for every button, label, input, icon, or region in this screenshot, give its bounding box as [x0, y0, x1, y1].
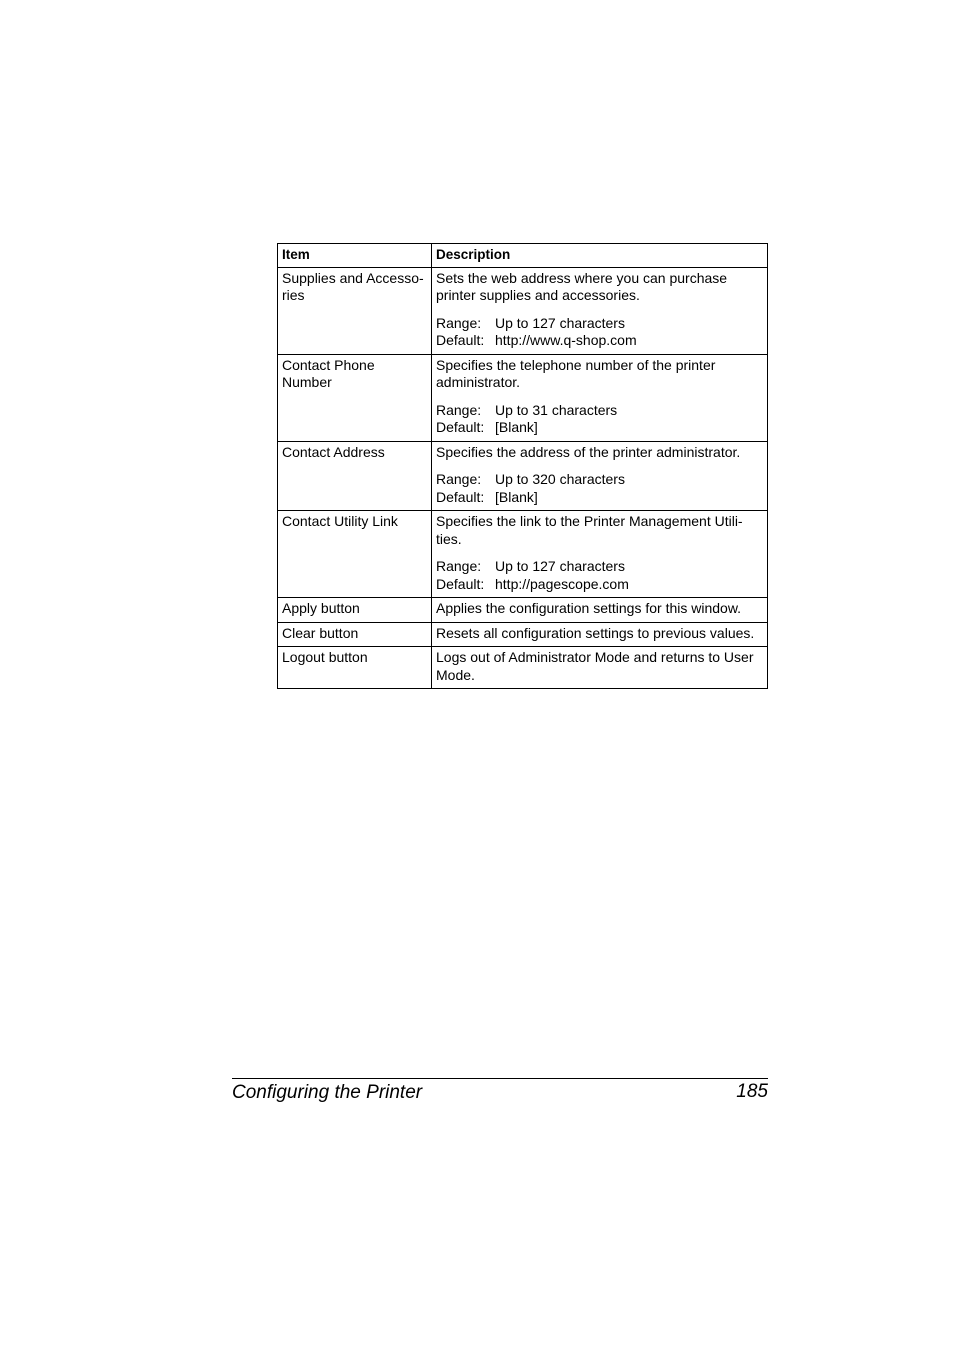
table-header-row	[278, 244, 768, 268]
default-label: Default:	[436, 575, 485, 592]
default-value: http://pagescope.com	[495, 575, 629, 592]
description-cell	[432, 354, 768, 441]
default-line	[436, 332, 763, 350]
default-label: Default:	[436, 419, 485, 435]
description-text: Specifies the link to the Printer Management Utili-ties.	[436, 513, 743, 547]
range-default-block	[436, 558, 763, 593]
range-value: Up to 127 characters	[495, 314, 625, 331]
default-label: Default:	[436, 488, 485, 505]
footer-chapter-title: Configuring the Printer	[232, 1082, 423, 1103]
range-label: Range:	[436, 401, 482, 418]
range-line	[436, 471, 763, 489]
description-column-header: Description	[432, 244, 768, 268]
settings-table	[277, 243, 768, 689]
range-default-block	[436, 402, 763, 437]
range-value: Up to 320 characters	[495, 471, 625, 487]
table-row	[278, 441, 768, 511]
item-cell: Contact Phone Number	[278, 354, 432, 441]
description-cell: Resets all configuration settings to previous values.	[432, 622, 768, 647]
default-line	[436, 419, 763, 437]
range-value: Up to 127 characters	[495, 558, 625, 574]
description-cell: Logs out of Administrator Mode and returns to User Mode.	[432, 647, 768, 689]
description-cell: Applies the configuration settings for this window.	[432, 598, 768, 623]
table-row	[278, 267, 768, 354]
item-cell: Contact Address	[278, 441, 432, 511]
table-row	[278, 647, 768, 689]
range-line	[436, 558, 763, 576]
default-value: [Blank]	[495, 419, 538, 435]
description-cell	[432, 511, 768, 598]
range-label: Range:	[436, 558, 482, 574]
default-value: [Blank]	[495, 488, 538, 505]
description-cell	[432, 267, 768, 354]
range-default-block	[436, 315, 763, 350]
item-cell: Contact Utility Link	[278, 511, 432, 598]
default-value: http://www.q-shop.com	[495, 332, 637, 348]
range-default-block	[436, 471, 763, 506]
table-row	[278, 511, 768, 598]
footer-divider	[232, 1078, 768, 1079]
table-row	[278, 622, 768, 647]
item-column-header: Item	[278, 244, 432, 268]
description-text: Specifies the address of the printer administrator.	[436, 443, 741, 460]
default-line	[436, 576, 763, 594]
item-cell: Logout button	[278, 647, 432, 689]
description-text: Sets the web address where you can purchase printer supplies and accessories.	[436, 269, 728, 303]
description-text: Specifies the telephone number of the printer administrator.	[436, 356, 716, 390]
item-cell: Clear button	[278, 622, 432, 647]
item-cell: Apply button	[278, 598, 432, 623]
description-cell	[432, 441, 768, 511]
table-row	[278, 598, 768, 623]
range-label: Range:	[436, 471, 482, 487]
table-row	[278, 354, 768, 441]
range-value: Up to 31 characters	[495, 401, 618, 418]
default-line	[436, 489, 763, 507]
range-label: Range:	[436, 314, 482, 331]
range-line	[436, 402, 763, 420]
page-number: 185	[736, 1081, 768, 1102]
item-cell: Supplies and Accesso-ries	[278, 267, 432, 354]
default-label: Default:	[436, 332, 485, 348]
range-line	[436, 315, 763, 333]
